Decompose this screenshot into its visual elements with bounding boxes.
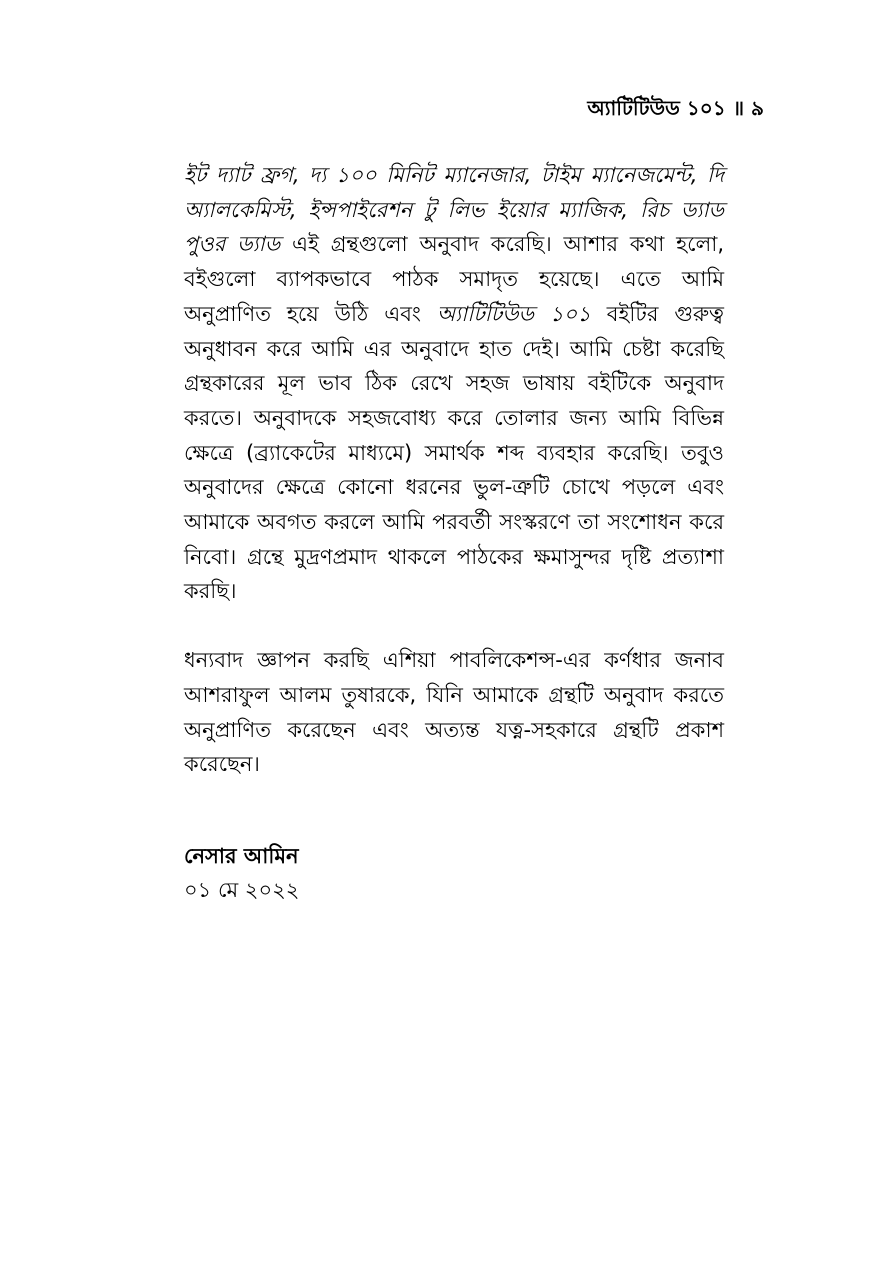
running-header: অ্যাটিটিউড ১০১ ॥ ৯ bbox=[587, 96, 764, 120]
preface-body bbox=[184, 158, 724, 782]
italic-book-title: অ্যাটিটিউড ১০১ bbox=[436, 301, 591, 326]
paragraph-acknowledgement: ধন্যবাদ জ্ঞাপন করছি এশিয়া পাবলিকেশন্স-এর কর্ণধার জনাব আশরাফুল আলম তুষারকে, যিনি আমাকে গ্রন্থটি অনুবাদ করতে অনুপ্রাণিত করেছেন এবং অত্যন্ত যত্ন-সহকারে গ্রন্থটি প্রকাশ করেছেন। bbox=[184, 648, 724, 777]
signature-block bbox=[184, 839, 299, 907]
paragraph-text: এই গ্রন্থগুলো অনুবাদ করেছি। আশার কথা হলো, বইগুলো ব্যাপকভাবে পাঠক সমাদৃত হয়েছে। এতে আমি অনুপ্রাণিত হয়ে উঠি এবং bbox=[184, 232, 724, 326]
italic-book-titles: ইট দ্যাট ফ্রগ, দ্য ১০০ মিনিট ম্যানেজার, টাইম ম্যানেজমেন্ট, দি অ্যালকেমিস্ট, ইন্সপাইরেশন টু লিভ ইয়োর ম্যাজিক, রিচ ড্যাড পুওর ড্যাড bbox=[184, 163, 724, 257]
author-name: নেসার আমিন bbox=[184, 844, 299, 868]
paragraph-text: বইটির গুরুত্ব অনুধাবন করে আমি এর অনুবাদে হাত দেই। আমি চেষ্টা করেছি গ্রন্থকারের মূল ভাব ঠিক রেখে সহজ ভাষায় বইটিকে অনুবাদ করতে। অনুবাদকে সহজবোধ্য করে তোলার জন্য আমি বিভিন্ন ক্ষেত্রে (ব্র্যাকেটের মাধ্যমে) সমার্থক শব্দ ব্যবহার করেছি। তবুও অনুবাদের ক্ষেত্রে কোনো ধরনের ভুল-ত্রুটি চোখে পড়লে এবং আমাকে অবগত করলে আমি পরবর্তী সংস্করণে তা সংশোধন করে নিবো। গ্রন্থে মুদ্রণপ্রমাদ থাকলে পাঠকের ক্ষমাসুন্দর দৃষ্টি প্রত্যাশা করছি। bbox=[184, 301, 724, 604]
paragraph-translations bbox=[184, 158, 724, 609]
signature-date: ০১ মে ২০২২ bbox=[184, 878, 300, 902]
